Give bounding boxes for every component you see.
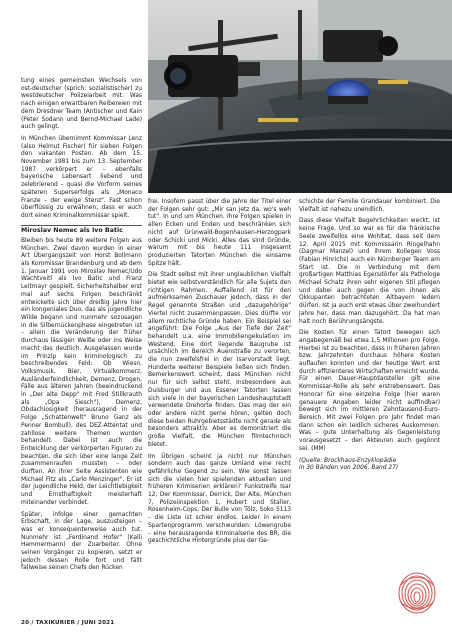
article-column-3 — [299, 199, 440, 473]
paragraph: In München übernimmt Kommissar Lenz (also Helmut Fischer) für sieben Folgen den vakanten Posten. Ab dem 15. November 1981 bis zum 13. September 1987 verkörpert er – ebenfalls bayerische Lebensart liebend und zelebrierend – quasi die Vorform seines späteren Superserfolgs als „Monaco Franze – der ewige Stenz". Fast schon überflüssig zu erwähnen, dass er auch dort einen Kriminalkommissar spielt. — [21, 135, 142, 219]
page-footer: 20 / TAXIKURIER / JUNI 2021 — [21, 620, 115, 626]
source-citation — [299, 458, 440, 473]
paragraph: Bleiben bis heute 89 weitere Folgen aus München. Zwei davon wurden in einer Art Übergangszeit von Horst Bollmann als Kommissar Brandenburg und ab dem 1. Januar 1991 von Miroslav Nemec/Udo Wachtveitl als Ivo Batic und Franz Leitmayr gespielt. Sicherheitshalber erst mal auf sechs Folgen beschränkt entwickelte sich über dreißig Jahre hier ein kongeniales Duo, das als jugendliche Wilde begann und nunmehr sozusagen in die Silbernückenphase eingetreten ist – allein die Veränderung der früher durchaus lässigen Weiße oder ins Weise macht das deutlich. Ausgelassen wurde im Prinzip kein kriminologisch zu beschreibendes Feld: Ob Wiesn, Volksmusik, Bier, Virtualkommerz, Ausländerfeindlichkeit, Demenz, Drogen, Fälle aus älteren Jahren (beeindruckend in „Der alte Depp" mit Fred Stillkrauth als „Opa Siesch"), Demenz, Obdachlosigkeit (herausragend in der Folge „Schattenwelt" Bruno Ganz als Penner Bombull), des DEZ-Attentat und zahllose weitere Themen wurden behandelt. Dabei ist auch die Entwicklung der verkörperten Figuren zu beachten, die sich über eine lange Zeit zusammenraufen mussten – oder durften. An ihrer Seite Assistenten wie Michael Fitz als „Carlo Menzinger". Er ist der jugendliche Held, der Leichtlebigkeit und Ernsthaftigkeit meisterhaft miteinander verbindet. — [21, 237, 142, 506]
paragraph: tung eines gemeinsten Wechsels von ost-deutscher (sprich: sozialistischer) zu westdeutscher Polizeiarbeit mit. Was nach einigen erwartbaren Reibereien mit dem Dresdner Team (Antischer und Kain (Peter Sodann und Bernd-Michael Lade) auch gelingt. — [21, 78, 142, 131]
paragraph: frei. Insofern passt über die Jahre der Titel einer der Folgen sehr gut: „Mir san jetz da, wo's weh tut". In und um München. Ihre Folgen spielen in allen Ecken und Enden und beschränken sich nicht auf Grünwald-Bogenhausen-Herzogpark oder Schicki und Micki. Alles das sind Gründe, warum mit bis heute 111 insgesamt produzierten Tatorten München die einsame Spitze hält. — [148, 199, 291, 267]
article-column-1 — [21, 78, 142, 577]
police-car-film-shoot-image — [148, 0, 452, 193]
source-line-1: (Quelle: Brockhaus-Enzyklopädie — [299, 457, 397, 464]
paragraph: Im Übrigen scheint ja nicht nur München sondern auch das ganze Umland eine recht gefährliche Gegend zu sein. Wie sonst lassen sich die vielen hier spielenden aktuellen und früheren Krimiserien erklären? Funkstreife Isar 12, Der Kommissar, Derrick, Der Alte, München 7, Polizeiinspektion 1, Hubert und Staller, Rosenheim-Cops, Der Bulle von Tölz, Soko 5113 – die Liste ist schier endlos. Leider in einem Spartenprogramm verschwunden: Löwengrube – eine herausragende Kriminalserie des BR, die geschichtliche Hintergründe plus der Ge- — [148, 453, 291, 545]
paragraph: Die Stadt selbst mit ihrer unglaublichen Vielfalt bietet wie selbstverständlich für alle Sujets den richtigen Rahmen. Auffallend ist für den aufmerksamen Zuschauer jedoch, dass in der Regel genannte Straßen und „dazugehörige" Viertel nicht zusammenpassen. Dies dürfte vor allem rechtliche Gründe haben. Ein Beispiel sei angeführt: Die Folge „Aus der Tiefe der Zeit" behandelt u.a. eine Immobiliengekulation im Westend. Eine dort liegende Baugrube ist ursächlich im Bereich Auenstraße zu verorten, die nun zweifelsfrei in der Isarvorstadt liegt. Hunderte weiterer Beispiele ließen sich finden. Bemerkenswert scheint, dass München nicht nur für sich selbst steht. Insbesondere aus Duisburger und aus Essener Tatorten lassen sich viele in der bayerischen Landeshauptstadt verwendete Drehorte finden. Das mag der ein oder andere nicht gerne hören, gelten doch diese beiden Ruhrgebietsstädte nicht gerade als besonders attraktiv. Aber es demonstriert die große Vielfalt, die München filmtechnisch bietet. — [148, 272, 291, 448]
section-subheading: Miroslav Nemec als Ivo Batic — [21, 227, 123, 235]
article-photo — [148, 0, 452, 193]
paragraph: Dass diese Vielfalt Begehrlichkeiten weckt, ist keine Frage. Und so war es für die fränkische Seele zweifellos eine Wohltat, dass seit dem 12. April 2015 mit Kommissarin Ringelhahn (Dagmar Manzel) und ihrem Kollegen Voss (Fabian Hinrichs) auch ein Nürnberger Team am Start ist. Die in Verbindung mit dem großartigen Matthias Egersdörfer als Pathologe Michael Schatz ihren sehr eigenen Stil pflegen und dabei auch gegen die von ihnen als Okkupanten betrachteten Altbayern ledern dürfen. Ist ja auch erst etwas über zweihundert Jahre her, dass man dazugehört. Da hat man halt noch Berührungsängste. — [299, 218, 440, 325]
fingerprint-icon — [395, 571, 439, 615]
section-divider — [21, 225, 142, 226]
paragraph: Später, infolge einer gemachten Erbschaft, in der Lage, auszusteigen – was er konsequenterweise auch tut. Nunmehr ist „Ferdinand Hofer" (Kalli Hammermann) der Zuarbeiter. Ohne seinen Vorgänger zu kopieren, setzt er jedoch dessen Rolle fort und fällt fallweise seinen Chefs den Rücken — [21, 511, 142, 572]
paragraph: schichte der Familie Grandauer kombiniert. Die Vielfalt ist nahezu unendlich. — [299, 199, 440, 213]
article-column-2 — [148, 199, 291, 550]
source-line-2: in 30 Bänden von 2006, Band 27) — [299, 465, 399, 472]
paragraph: Die Kosten für einen Tatort bewegen sich angabegemäß bei etwa 1,5 Millionen pro Folge. Hierbei ist zu beachten, dass in früheren Jahren bzw. Jahrzehnten durchaus höhere Kosten auflaufen konnten und der heutige Wert erst durch effizienteres Wirtschaften erreicht wurde. Für einen Dauer-Hauptdarsteller gilt eine Kommissar-Rolle als sehr erstrebenswert. Das Honorar für eine einzelne Folge (hier waren genauere Angaben leider nicht auffindbar) bewegt sich im mittleren Zehntausend-Euro-Bereich. Mit zwei Folgen pro Jahr findet man dann schon ein leidlich sicheres Auskommen. Was – gute Unterhaltung als Gegenleistung vorausgesetzt – den Akteuren auch gegönnt sei. (MM) — [299, 330, 440, 452]
